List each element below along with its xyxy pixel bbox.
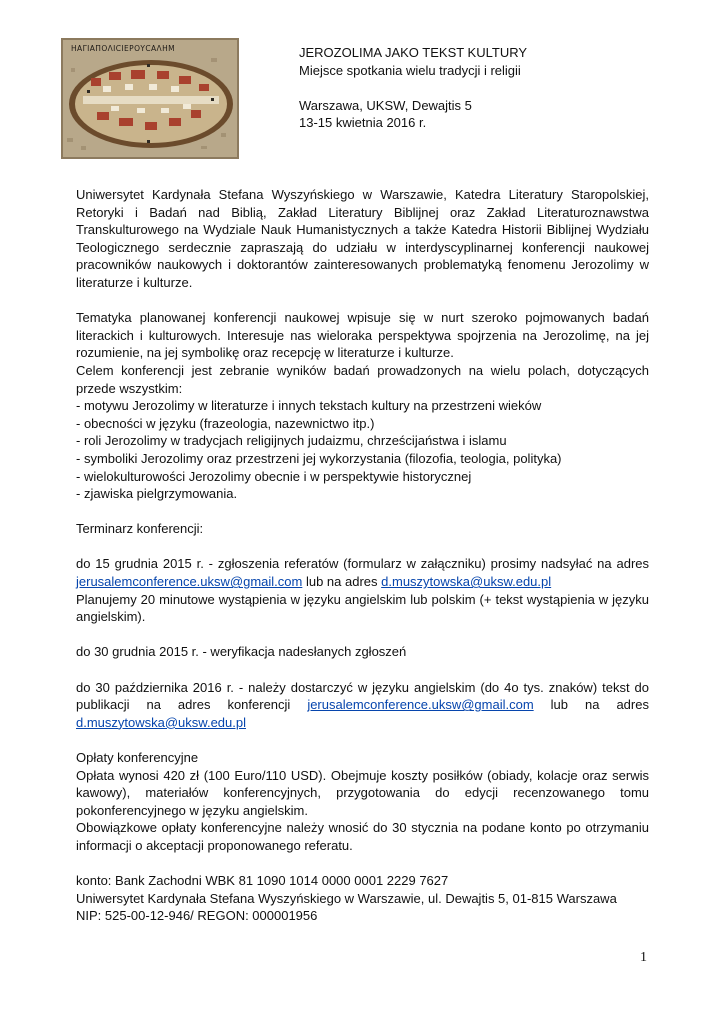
university-address: Uniwersytet Kardynała Stefana Wyszyńskiego w Warszawie, ul. Dewajtis 5, 01-815 Warszawa xyxy=(76,890,617,906)
scope-paragraph: Tematyka planowanej konferencji naukowej wpisuje się w nurt szeroko pojmowanych badań literackich i kulturowych. Interesuje nas wieloraka perspektywa spojrzenia na Jerozolimę, na jej rozumienie, na jej symbolikę oraz recepcję w literaturze i kulturze. xyxy=(76,310,649,361)
or-text: lub na adres xyxy=(550,697,649,713)
topic-item: - roli Jerozolimy w tradycjach religijnych judaizmu, chrześcijaństwa i islamu xyxy=(76,433,507,449)
deadline-verification: do 30 grudnia 2015 r. - weryfikacja nadesłanych zgłoszeń xyxy=(76,644,407,660)
goal-paragraph: Celem konferencji jest zebranie wyników badań prowadzonych na wielu polach, dotyczących przede wszystkim: xyxy=(76,362,649,396)
intro-paragraph: Uniwersytet Kardynała Stefana Wyszyńskiego w Warszawie, Katedra Literatury Staropolskiej, Retoryki i Badań nad Biblią, Zakład Literatury Biblijnej oraz Zakład Literaturoznawstwa Transkulturowego na Wydziale Nauk Humanistycznych a także Katedra Historii Biblijnej Wydziału Teologicznego serdecznie zapraszają do udziału w interdyscyplinarnej konferencji naukowej pracowników naukowych i doktorantów zainteresowanych problematyką fenomenu Jerozolimy w literaturze i kulturze. xyxy=(76,187,649,290)
jerusalem-mosaic-image xyxy=(61,38,239,159)
page-number: 1 xyxy=(640,950,647,965)
fees-paragraph: Opłata wynosi 420 zł (100 Euro/110 USD). Obejmuje koszty posiłków (obiady, kolacje oraz serwis kawowy), materiałów konferencyjnych, przygotowania do edycji recenzowanego tomu pokonferencyjnego w języku angielskim. xyxy=(76,767,649,818)
topic-item: - symboliki Jerozolimy oraz przestrzeni jej wykorzystania (filozofia, teologia, polityka) xyxy=(76,450,562,466)
deadline-publication xyxy=(76,679,649,732)
deadline-publication-text: do 30 października 2016 r. - należy dostarczyć w języku angielskim (do 4o tys. znaków) tekst do publikacji na adres konferencji xyxy=(76,679,649,713)
topic-item: - obecności w języku (frazeologia, nazewnictwo itp.) xyxy=(76,415,375,431)
conference-email-link[interactable]: jerusalemconference.uksw@gmail.com xyxy=(307,697,534,713)
topic-item: - zjawiska pielgrzymowania. xyxy=(76,486,238,502)
deadline-submission xyxy=(76,555,649,590)
mosaic-inscription: ΗΑΓΙΑΠΟΛΙCΙΕΡΟΥCΑΛΗΜ xyxy=(71,44,175,53)
topic-item: - motywu Jerozolimy w literaturze i innych tekstach kultury na przestrzeni wieków xyxy=(76,398,542,414)
conference-header xyxy=(299,44,527,132)
or-text: lub na adres xyxy=(305,574,378,590)
talk-length-note: Planujemy 20 minutowe wystąpienia w języku angielskim lub polskim (+ tekst wystąpienia w języku angielskim). xyxy=(76,591,649,625)
conference-title: JEROZOLIMA JAKO TEKST KULTURY xyxy=(299,45,528,60)
deadline-submission-text: do 15 grudnia 2015 r. - zgłoszenia referatów (formularz w załączniku) prosimy nadsyłać na adres xyxy=(76,556,649,572)
schedule-heading: Terminarz konferencji: xyxy=(76,521,204,537)
organizer-email-link[interactable]: d.muszytowska@uksw.edu.pl xyxy=(381,574,552,590)
conference-email-link[interactable]: jerusalemconference.uksw@gmail.com xyxy=(76,574,303,590)
organizer-email-link[interactable]: d.muszytowska@uksw.edu.pl xyxy=(76,714,246,730)
conference-dates: 13-15 kwietnia 2016 r. xyxy=(299,115,427,131)
bank-account: konto: Bank Zachodni WBK 81 1090 1014 0000 0001 2229 7627 xyxy=(76,873,449,889)
fees-heading: Opłaty konferencyjne xyxy=(76,750,199,765)
conference-subtitle: Miejsce spotkania wielu tradycji i religii xyxy=(299,62,521,78)
topic-item: - wielokulturowości Jerozolimy obecnie i w perspektywie historycznej xyxy=(76,468,472,484)
document-body xyxy=(76,186,649,925)
tax-ids: NIP: 525-00-12-946/ REGON: 000001956 xyxy=(76,908,318,924)
conference-location: Warszawa, UKSW, Dewajtis 5 xyxy=(299,97,472,113)
fees-mandatory-paragraph: Obowiązkowe opłaty konferencyjne należy wnosić do 30 stycznia na podane konto po otrzymaniu informacji o akceptacji proponowanego referatu. xyxy=(76,820,649,853)
